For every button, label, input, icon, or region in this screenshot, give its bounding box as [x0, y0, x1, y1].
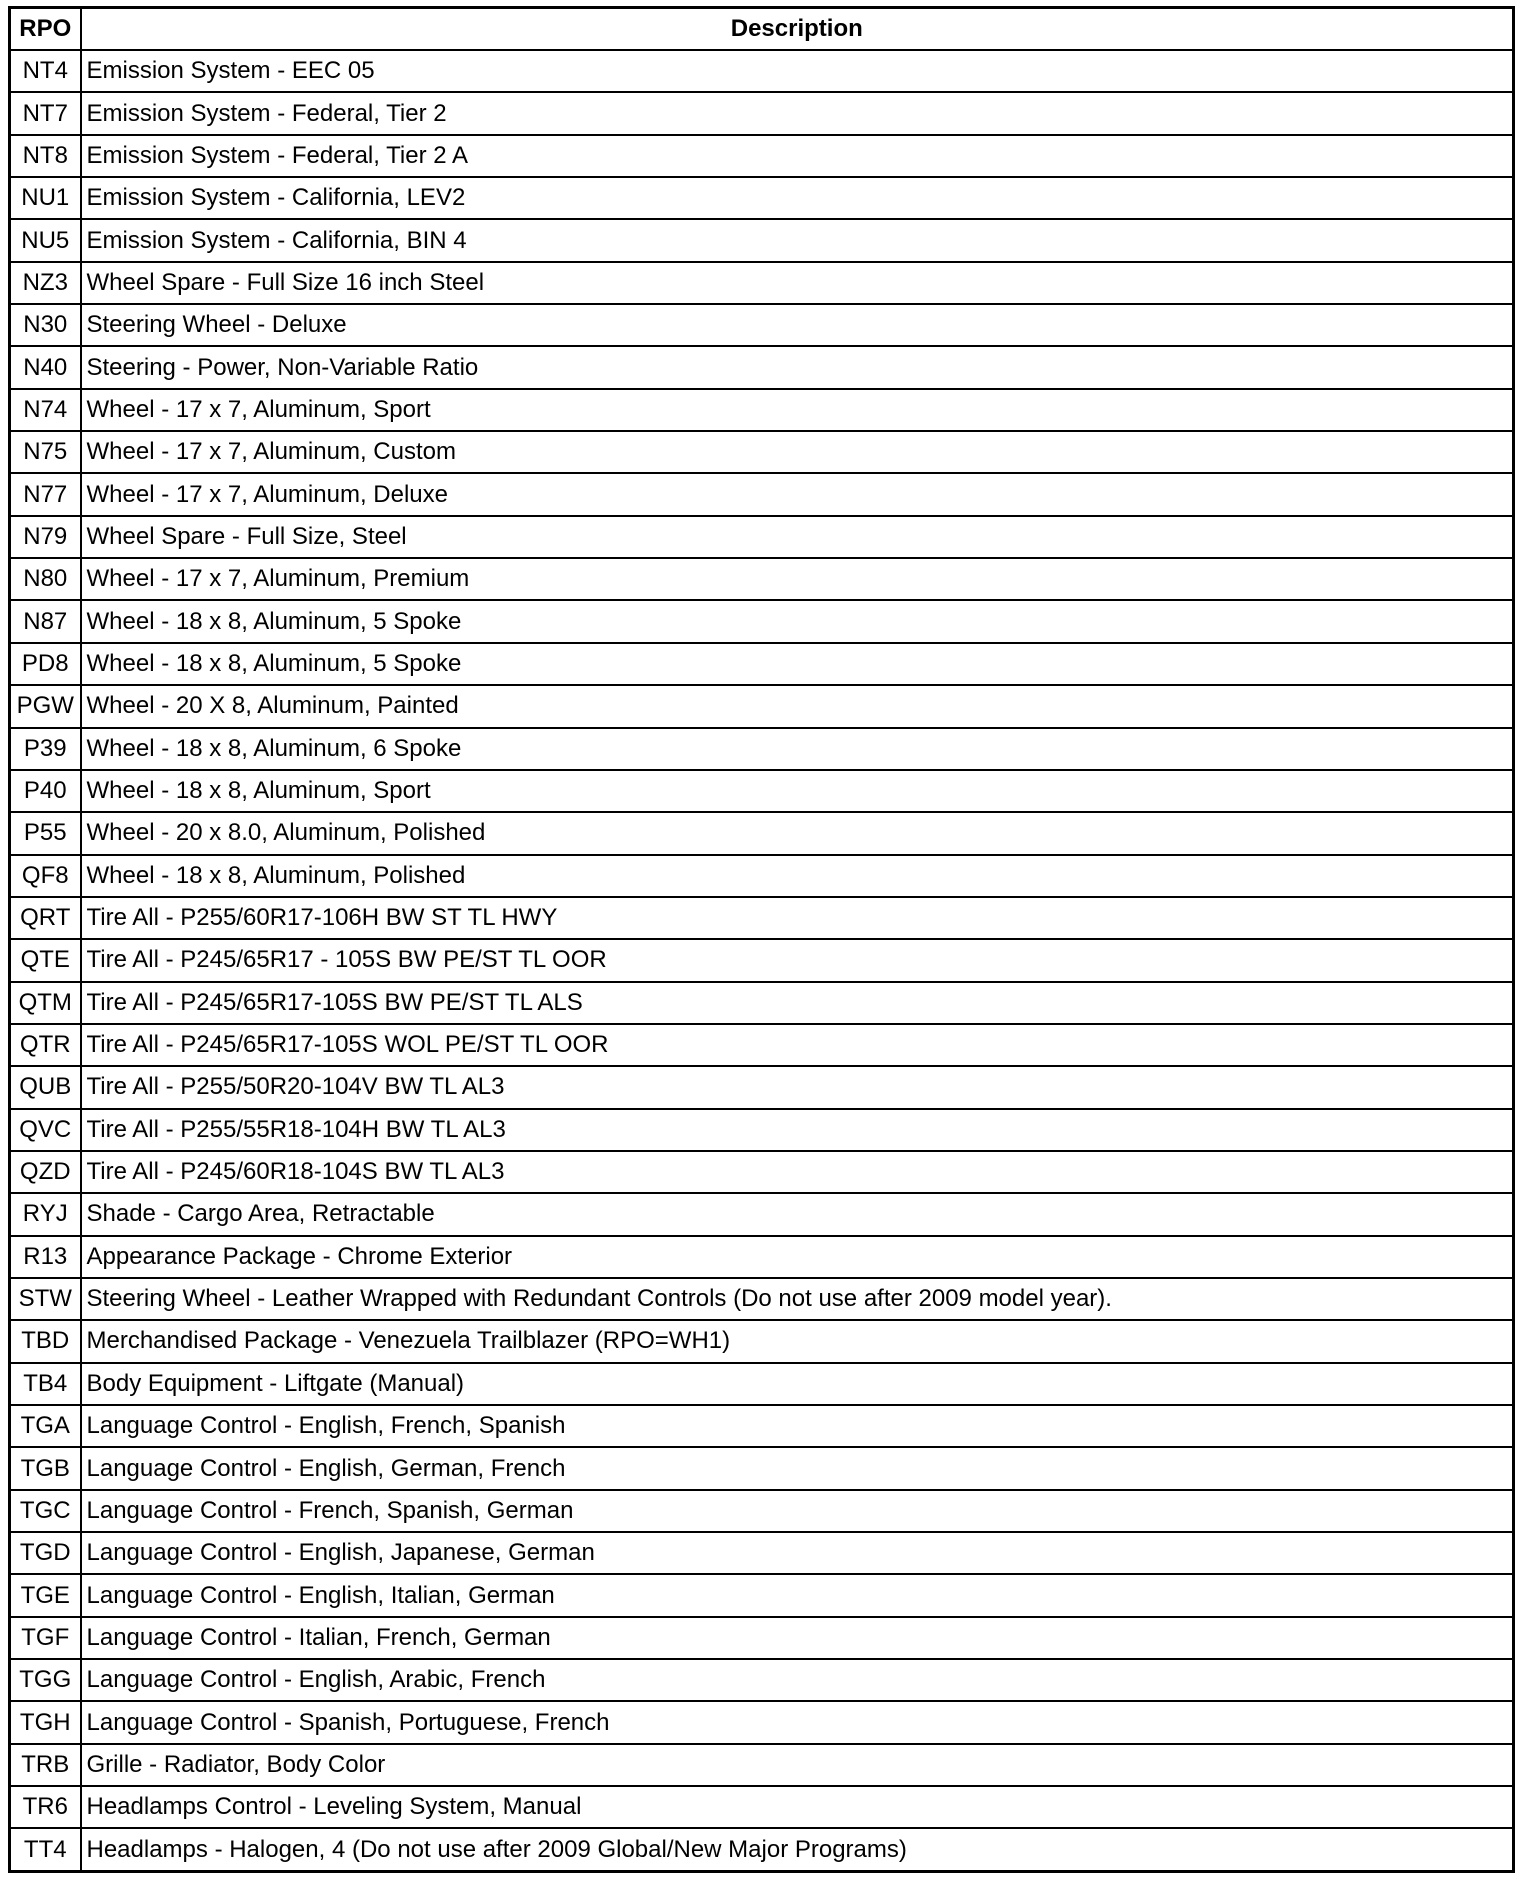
rpo-code-cell: NT8 [10, 135, 81, 177]
rpo-code-cell: P39 [10, 728, 81, 770]
table-row [10, 1617, 1514, 1659]
description-cell: Tire All - P255/60R17-106H BW ST TL HWY [81, 897, 1514, 939]
rpo-code-cell: TGA [10, 1405, 81, 1447]
table-row [10, 1574, 1514, 1616]
description-cell: Wheel - 17 x 7, Aluminum, Deluxe [81, 473, 1514, 515]
rpo-code-cell: NU1 [10, 177, 81, 219]
table-row [10, 135, 1514, 177]
description-cell: Language Control - English, Arabic, French [81, 1659, 1514, 1701]
description-cell: Language Control - French, Spanish, German [81, 1490, 1514, 1532]
rpo-code-cell: QTE [10, 939, 81, 981]
rpo-code-cell: TGH [10, 1701, 81, 1743]
table-row [10, 516, 1514, 558]
description-cell: Steering Wheel - Leather Wrapped with Redundant Controls (Do not use after 2009 model year). [81, 1278, 1514, 1320]
table-row [10, 600, 1514, 642]
table-row [10, 219, 1514, 261]
table-row [10, 1659, 1514, 1701]
table-row [10, 1447, 1514, 1489]
description-cell: Language Control - English, French, Spanish [81, 1405, 1514, 1447]
description-cell: Wheel - 18 x 8, Aluminum, 5 Spoke [81, 643, 1514, 685]
rpo-code-cell: TGE [10, 1574, 81, 1616]
table-body [10, 50, 1514, 1872]
table-row [10, 1701, 1514, 1743]
description-cell: Tire All - P255/55R18-104H BW TL AL3 [81, 1109, 1514, 1151]
description-cell: Wheel Spare - Full Size, Steel [81, 516, 1514, 558]
table-row [10, 1109, 1514, 1151]
rpo-code-cell: QTR [10, 1024, 81, 1066]
rpo-code-cell: TGF [10, 1617, 81, 1659]
rpo-code-cell: QF8 [10, 855, 81, 897]
table-row [10, 1320, 1514, 1362]
description-cell: Wheel - 18 x 8, Aluminum, 5 Spoke [81, 600, 1514, 642]
table-row [10, 1278, 1514, 1320]
rpo-code-cell: TGG [10, 1659, 81, 1701]
description-cell: Emission System - California, LEV2 [81, 177, 1514, 219]
table-row [10, 685, 1514, 727]
description-cell: Wheel Spare - Full Size 16 inch Steel [81, 262, 1514, 304]
description-cell: Tire All - P245/65R17-105S WOL PE/ST TL OOR [81, 1024, 1514, 1066]
rpo-code-cell: NZ3 [10, 262, 81, 304]
rpo-code-cell: R13 [10, 1236, 81, 1278]
table-row [10, 1532, 1514, 1574]
rpo-code-cell: NU5 [10, 219, 81, 261]
rpo-code-cell: QTM [10, 982, 81, 1024]
description-cell: Emission System - Federal, Tier 2 [81, 92, 1514, 134]
rpo-code-cell: N80 [10, 558, 81, 600]
rpo-code-cell: TB4 [10, 1363, 81, 1405]
rpo-code-cell: TR6 [10, 1786, 81, 1828]
table-row [10, 643, 1514, 685]
description-cell: Wheel - 20 X 8, Aluminum, Painted [81, 685, 1514, 727]
description-cell: Language Control - English, Italian, German [81, 1574, 1514, 1616]
rpo-code-cell: STW [10, 1278, 81, 1320]
table-row [10, 304, 1514, 346]
description-cell: Wheel - 17 x 7, Aluminum, Custom [81, 431, 1514, 473]
description-cell: Wheel - 18 x 8, Aluminum, Sport [81, 770, 1514, 812]
table-row [10, 1236, 1514, 1278]
rpo-code-cell: TGD [10, 1532, 81, 1574]
description-cell: Appearance Package - Chrome Exterior [81, 1236, 1514, 1278]
rpo-code-cell: PGW [10, 685, 81, 727]
rpo-code-cell: N79 [10, 516, 81, 558]
description-cell: Tire All - P245/65R17-105S BW PE/ST TL ALS [81, 982, 1514, 1024]
table-row [10, 1363, 1514, 1405]
rpo-code-cell: TT4 [10, 1828, 81, 1871]
description-cell: Merchandised Package - Venezuela Trailblazer (RPO=WH1) [81, 1320, 1514, 1362]
table-row [10, 939, 1514, 981]
rpo-code-cell: N77 [10, 473, 81, 515]
rpo-code-cell: NT4 [10, 50, 81, 92]
rpo-code-cell: QRT [10, 897, 81, 939]
description-cell: Grille - Radiator, Body Color [81, 1744, 1514, 1786]
table-row [10, 558, 1514, 600]
table-row [10, 982, 1514, 1024]
table-row [10, 812, 1514, 854]
rpo-column-header: RPO [10, 8, 81, 51]
rpo-code-cell: QVC [10, 1109, 81, 1151]
rpo-code-cell: RYJ [10, 1193, 81, 1235]
table-row [10, 1828, 1514, 1871]
rpo-code-cell: N30 [10, 304, 81, 346]
description-cell: Tire All - P245/60R18-104S BW TL AL3 [81, 1151, 1514, 1193]
table-row [10, 1024, 1514, 1066]
description-cell: Wheel - 18 x 8, Aluminum, Polished [81, 855, 1514, 897]
table-row [10, 1151, 1514, 1193]
table-row [10, 431, 1514, 473]
table-row [10, 177, 1514, 219]
description-cell: Wheel - 17 x 7, Aluminum, Sport [81, 389, 1514, 431]
rpo-code-cell: N74 [10, 389, 81, 431]
rpo-code-cell: N75 [10, 431, 81, 473]
table-row [10, 1066, 1514, 1108]
table-row [10, 770, 1514, 812]
description-cell: Steering - Power, Non-Variable Ratio [81, 346, 1514, 388]
rpo-code-cell: P55 [10, 812, 81, 854]
table-row [10, 473, 1514, 515]
table-row [10, 897, 1514, 939]
description-cell: Emission System - Federal, Tier 2 A [81, 135, 1514, 177]
description-cell: Steering Wheel - Deluxe [81, 304, 1514, 346]
table-row [10, 1744, 1514, 1786]
table-row [10, 855, 1514, 897]
rpo-code-cell: NT7 [10, 92, 81, 134]
table-header [10, 8, 1514, 51]
rpo-code-cell: N87 [10, 600, 81, 642]
table-row [10, 1405, 1514, 1447]
table-row [10, 50, 1514, 92]
rpo-code-cell: PD8 [10, 643, 81, 685]
rpo-code-cell: QUB [10, 1066, 81, 1108]
description-cell: Language Control - Italian, French, German [81, 1617, 1514, 1659]
description-column-header: Description [81, 8, 1514, 51]
description-cell: Tire All - P245/65R17 - 105S BW PE/ST TL OOR [81, 939, 1514, 981]
description-cell: Wheel - 18 x 8, Aluminum, 6 Spoke [81, 728, 1514, 770]
rpo-code-cell: QZD [10, 1151, 81, 1193]
table-row [10, 1193, 1514, 1235]
table-row [10, 728, 1514, 770]
description-cell: Language Control - English, German, French [81, 1447, 1514, 1489]
table-row [10, 389, 1514, 431]
rpo-code-cell: TRB [10, 1744, 81, 1786]
header-row [10, 8, 1514, 51]
description-cell: Emission System - EEC 05 [81, 50, 1514, 92]
table-row [10, 1490, 1514, 1532]
rpo-table [8, 6, 1515, 1873]
table-row [10, 346, 1514, 388]
description-cell: Body Equipment - Liftgate (Manual) [81, 1363, 1514, 1405]
description-cell: Headlamps - Halogen, 4 (Do not use after 2009 Global/New Major Programs) [81, 1828, 1514, 1871]
rpo-code-cell: TBD [10, 1320, 81, 1362]
description-cell: Wheel - 17 x 7, Aluminum, Premium [81, 558, 1514, 600]
description-cell: Language Control - English, Japanese, German [81, 1532, 1514, 1574]
table-row [10, 1786, 1514, 1828]
table-row [10, 262, 1514, 304]
table-row [10, 92, 1514, 134]
description-cell: Tire All - P255/50R20-104V BW TL AL3 [81, 1066, 1514, 1108]
description-cell: Emission System - California, BIN 4 [81, 219, 1514, 261]
description-cell: Headlamps Control - Leveling System, Manual [81, 1786, 1514, 1828]
rpo-code-cell: TGB [10, 1447, 81, 1489]
description-cell: Shade - Cargo Area, Retractable [81, 1193, 1514, 1235]
description-cell: Language Control - Spanish, Portuguese, French [81, 1701, 1514, 1743]
rpo-code-cell: P40 [10, 770, 81, 812]
rpo-code-cell: N40 [10, 346, 81, 388]
rpo-code-cell: TGC [10, 1490, 81, 1532]
description-cell: Wheel - 20 x 8.0, Aluminum, Polished [81, 812, 1514, 854]
